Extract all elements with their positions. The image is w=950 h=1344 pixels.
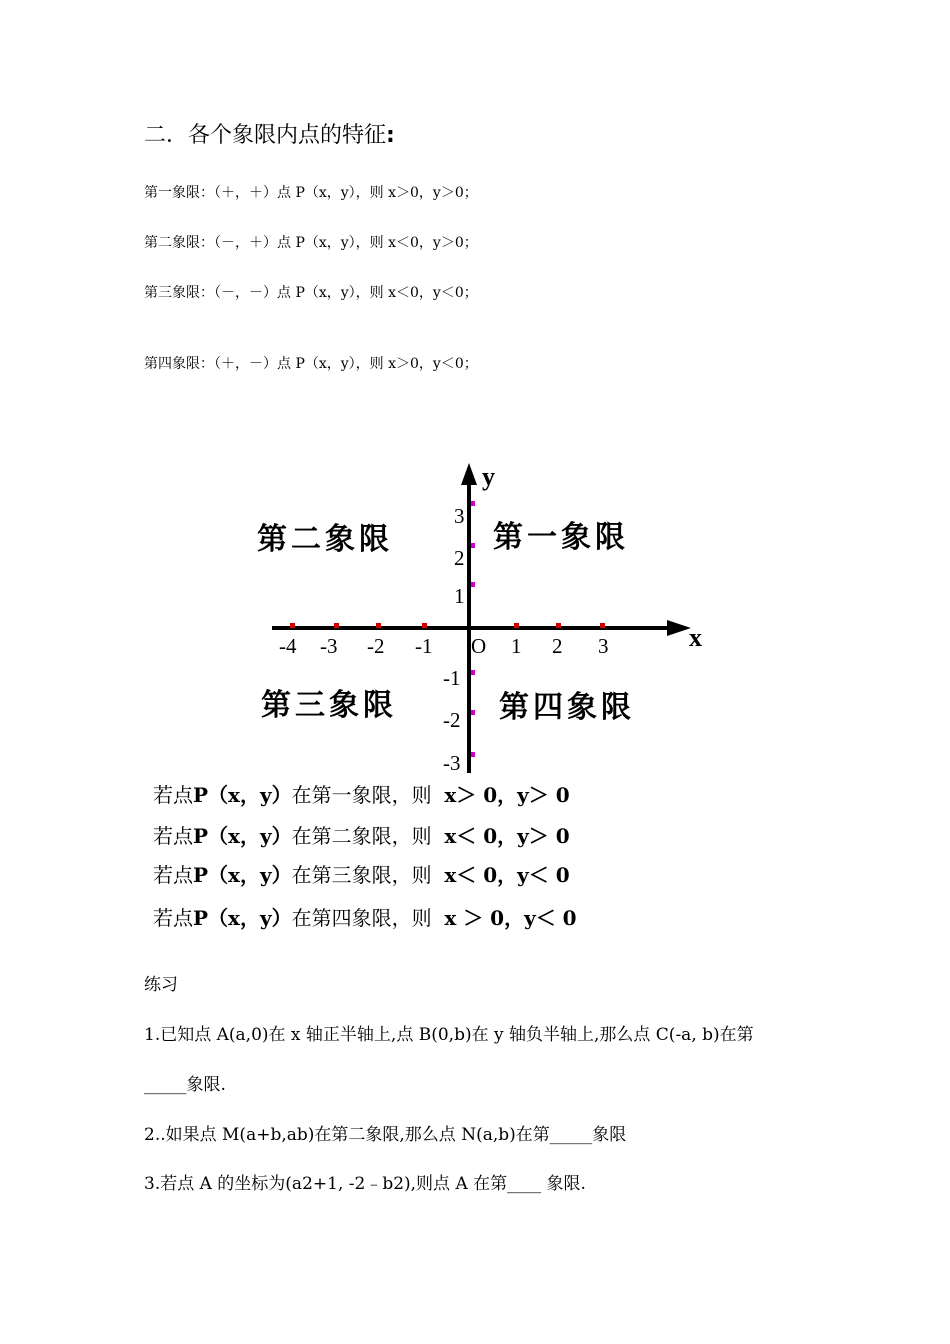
- coordinate-diagram: [255, 455, 715, 785]
- condition-point: P: [193, 783, 209, 807]
- x-tick-mark: [334, 623, 339, 628]
- y-tick-label: -3: [443, 751, 461, 775]
- y-tick-mark: [471, 752, 475, 757]
- y-axis-label: y: [482, 462, 495, 491]
- x-axis-label: x: [689, 623, 702, 652]
- condition-relation: x ＞ 0，y＜ 0: [444, 906, 577, 930]
- exercise-q1-line1: 1.已知点 A(a,0)在 x 轴正半轴上,点 B(0,b)在 y 轴负半轴上,那么点 C(-a, b)在第: [144, 1025, 754, 1045]
- exercise-q1-line2: _____象限.: [144, 1075, 226, 1095]
- condition-line-3: [153, 859, 570, 888]
- y-tick-mark: [471, 670, 475, 675]
- x-tick-label: 1: [511, 634, 522, 658]
- x-tick-label: 2: [552, 634, 563, 658]
- y-tick-label: -1: [443, 666, 461, 690]
- condition-coords: （x，y）: [208, 863, 292, 887]
- quadrant-label-1: 第一象限: [493, 520, 629, 555]
- quadrant-rule-3: 第三象限：（－，－）点 P（x，y），则 x＜0，y＜0；: [144, 285, 478, 301]
- x-tick-mark: [376, 623, 381, 628]
- x-tick-mark: [514, 623, 519, 628]
- x-tick-label: -3: [320, 634, 338, 658]
- condition-relation: x＜ 0，y＞ 0: [444, 824, 570, 848]
- condition-line-2: [153, 820, 570, 849]
- x-tick-label: -2: [367, 634, 385, 658]
- x-tick-mark: [600, 623, 605, 628]
- condition-line-4: [153, 902, 577, 931]
- y-tick-mark: [471, 582, 475, 587]
- quadrant-rule-4: 第四象限：（＋，－）点 P（x，y），则 x＞0，y＜0；: [144, 356, 478, 372]
- y-tick-mark: [471, 710, 475, 715]
- condition-coords: （x，y）: [208, 783, 292, 807]
- y-tick-label: 1: [454, 584, 465, 608]
- x-tick-mark: [556, 623, 561, 628]
- condition-relation: x＞ 0，y＞ 0: [444, 783, 570, 807]
- y-tick-label: 3: [454, 504, 465, 528]
- condition-coords: （x，y）: [208, 824, 292, 848]
- condition-text: 在第一象限，则: [291, 783, 432, 807]
- y-tick-mark: [471, 543, 475, 548]
- quadrant-rule-2: 第二象限：（－，＋）点 P（x，y），则 x＜0，y＞0；: [144, 235, 478, 251]
- x-tick-label: -4: [279, 634, 297, 658]
- exercise-q3: 3.若点 A 的坐标为(a2+1, -2﹣b2),则点 A 在第____ 象限.: [144, 1174, 586, 1194]
- condition-text: 在第四象限，则: [291, 906, 432, 930]
- section-title: [144, 118, 395, 149]
- y-tick-mark: [471, 501, 475, 506]
- x-tick-label: 3: [598, 634, 609, 658]
- condition-text: 在第三象限，则: [291, 863, 432, 887]
- origin-label: O: [471, 634, 487, 658]
- condition-relation: x＜ 0，y＜ 0: [444, 863, 570, 887]
- quadrant-rule-1: 第一象限：（＋，＋）点 P（x，y），则 x＞0，y＞0；: [144, 185, 478, 201]
- section-title-colon: :: [386, 123, 395, 148]
- x-tick-mark: [290, 623, 295, 628]
- x-axis-arrow: [667, 620, 691, 636]
- condition-line-1: [153, 779, 570, 808]
- x-tick-label: -1: [415, 634, 433, 658]
- condition-prefix: 若点: [153, 906, 193, 930]
- condition-point: P: [193, 906, 209, 930]
- condition-prefix: 若点: [153, 824, 193, 848]
- y-tick-label: 2: [454, 546, 465, 570]
- x-tick-mark: [422, 623, 427, 628]
- condition-prefix: 若点: [153, 863, 193, 887]
- condition-point: P: [193, 863, 209, 887]
- y-axis-arrow: [461, 463, 477, 485]
- condition-point: P: [193, 824, 209, 848]
- condition-coords: （x，y）: [208, 906, 292, 930]
- exercise-title: 练习: [144, 975, 178, 995]
- quadrant-label-2: 第二象限: [257, 522, 393, 557]
- y-tick-label: -2: [443, 708, 461, 732]
- quadrant-label-4: 第四象限: [499, 690, 635, 725]
- quadrant-label-3: 第三象限: [261, 688, 397, 723]
- condition-text: 在第二象限，则: [291, 824, 432, 848]
- condition-prefix: 若点: [153, 783, 193, 807]
- section-title-text: 二．各个象限内点的特征: [144, 123, 387, 148]
- exercise-q2: 2..如果点 M(a+b,ab)在第二象限,那么点 N(a,b)在第_____象限: [144, 1125, 627, 1145]
